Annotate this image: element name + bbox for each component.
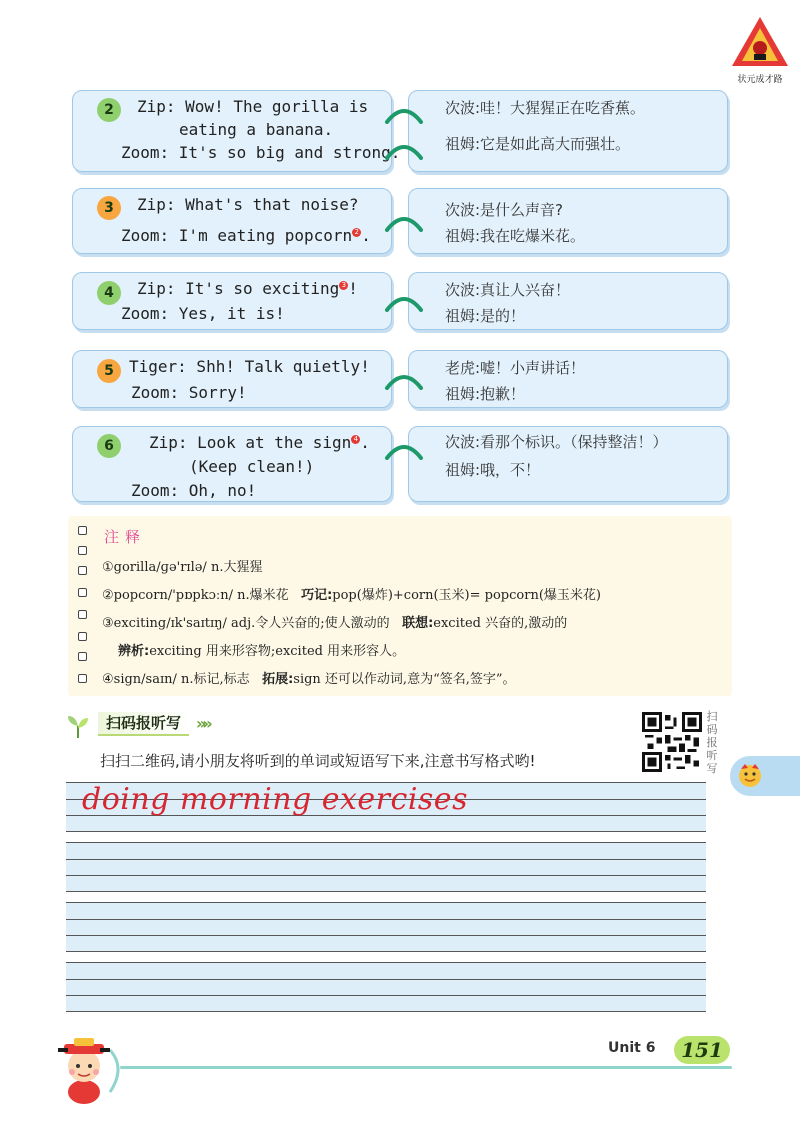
logo-triangle-icon (728, 14, 792, 72)
writing-block-2[interactable] (66, 842, 706, 892)
chinese-translation-box (408, 426, 728, 502)
chinese-translation-box (408, 90, 728, 172)
translation-line: 次波:是什么声音? (445, 201, 564, 219)
note-mark: 4 (351, 435, 360, 444)
chinese-translation-box (408, 272, 728, 330)
bullet-icon (78, 546, 87, 555)
dialogue-line: Zoom: I'm eating popcorn 2 . (121, 226, 371, 245)
dialogue-line: eating a banana. (179, 120, 334, 139)
bullet-icon (78, 632, 87, 641)
translation-line: 祖姆:抱歉！ (445, 385, 526, 403)
bullet-icon (78, 610, 87, 619)
connector-hook-icon (384, 440, 424, 460)
bullet-icon (78, 674, 87, 683)
writing-block-3[interactable] (66, 902, 706, 952)
mascot-face-icon (736, 761, 764, 789)
english-dialogue-box (72, 90, 401, 172)
dialogue-line: Zoom: Oh, no! (131, 481, 257, 500)
translation-line: 次波:哇！大猩猩正在吃香蕉。 (445, 99, 646, 117)
footer-line (120, 1066, 732, 1069)
qr-label: 扫码报听写 (706, 710, 718, 775)
note-mark: 2 (352, 228, 361, 237)
dialogue-line: Zoom: Yes, it is! (121, 304, 285, 323)
notes-panel (68, 516, 732, 696)
dialogue-line: Zoom: It's so big and strong. (121, 143, 401, 162)
bullet-icon (78, 566, 87, 575)
chinese-translation-box (408, 188, 728, 254)
note-distinguish: 辨析:exciting 用来形容物;excited 用来形容人。 (118, 644, 406, 659)
page-number: 151 (674, 1036, 730, 1064)
translation-line: 祖姆:我在吃爆米花。 (445, 227, 586, 245)
dialogue-line: (Keep clean!) (189, 457, 315, 476)
dialogue-line: Tiger: Shh! Talk quietly! (129, 357, 370, 376)
dialogue-line: Zip: Look at the sign 4 . (149, 433, 370, 452)
dialogue-number: 2 (97, 98, 121, 122)
bullet-icon (78, 652, 87, 661)
english-dialogue-box (72, 350, 392, 408)
unit-label: Unit 6 (608, 1040, 656, 1056)
translation-line: 祖姆:是的！ (445, 307, 526, 325)
english-dialogue-box (72, 272, 392, 330)
translation-line: 祖姆:它是如此高大而强壮。 (445, 135, 631, 153)
writing-block-4[interactable] (66, 962, 706, 1012)
translation-line: 老虎:嘘！小声讲话！ (445, 359, 586, 377)
qr-code-icon[interactable] (642, 712, 702, 772)
instruction-text: 扫扫二维码,请小朋友将听到的单词或短语写下来,注意书写格式哟! (100, 752, 536, 770)
translation-line: 祖姆:哦，不！ (445, 461, 541, 479)
note-popcorn: ②popcorn/'pɒpkɔːn/ n.爆米花 巧记:pop(爆炸)+corn(玉米)= popcorn(爆玉米花) (102, 588, 601, 603)
note-sign: ④sign/saɪn/ n.标记,标志 拓展:sign 还可以作动词,意为“签名,签字”。 (102, 672, 516, 687)
dialogue-line: Zoom: Sorry! (131, 383, 247, 402)
dialogue-number: 4 (97, 281, 121, 305)
bullet-icon (78, 588, 87, 597)
connector-hook-icon (384, 140, 424, 160)
dialogue-number: 6 (97, 434, 121, 458)
connector-hook-icon (384, 292, 424, 312)
dialogue-number: 3 (97, 196, 121, 220)
leaf-icon (64, 712, 92, 740)
note-gorilla: ①gorilla/ɡə'rɪlə/ n.大猩猩 (102, 560, 263, 575)
dialogue-line: Zip: It's so exciting 3 ! (137, 279, 358, 298)
note-mark: 3 (339, 281, 348, 290)
connector-hook-icon (384, 104, 424, 124)
english-dialogue-box (72, 426, 392, 502)
translation-line: 次波:看那个标识。（保持整洁！） (445, 433, 668, 451)
double-arrow-icon: »» (196, 714, 209, 733)
notes-title: 注释 (104, 528, 147, 546)
handwritten-answer: doing morning exercises (82, 782, 468, 817)
dialogue-line: Zip: Wow! The gorilla is (137, 97, 369, 116)
connector-hook-icon (384, 370, 424, 390)
note-exciting: ③exciting/ɪk'saɪtɪŋ/ adj.令人兴奋的;使人激动的 联想:excited 兴奋的,激动的 (102, 616, 568, 631)
dialogue-number: 5 (97, 359, 121, 383)
dialogue-line: Zip: What's that noise? (137, 195, 359, 214)
english-dialogue-box (72, 188, 392, 254)
connector-hook-icon (384, 212, 424, 232)
chinese-translation-box (408, 350, 728, 408)
mascot-icon (50, 1032, 130, 1106)
logo-text: 状元成才路 (737, 75, 783, 85)
bullet-icon (78, 526, 87, 535)
section-title: 扫码报听写 (98, 712, 189, 736)
translation-line: 次波:真让人兴奋！ (445, 281, 571, 299)
publisher-logo (728, 14, 792, 86)
